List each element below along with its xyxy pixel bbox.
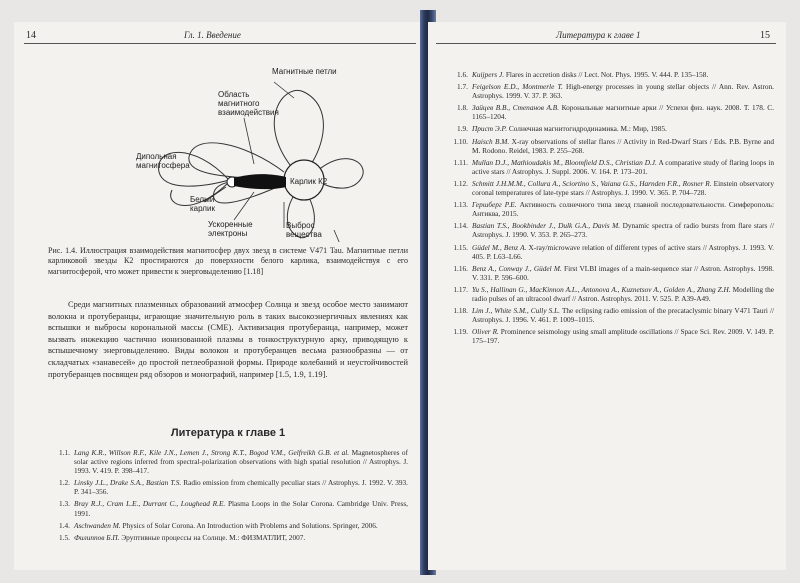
figure-svg	[134, 52, 364, 242]
label-electrons-1: Ускоренные	[208, 220, 253, 229]
reference-item: 1.17. Yu S., Hallinan G., MacKinnon A.L., Antonova A., Kuznetsov A., Golden A., Zhang Z.H. Modelling the radio pulses of an ultracool dwarf // Astron. Astrophys. 2011. V. 525. P. A39-A49.	[453, 284, 774, 303]
section-title: Литература к главе 1	[170, 427, 286, 439]
reference-item: 1.16. Benz A., Conway J., Güdel M. First VLBI images of a main-sequence star // Astron. Astrophys. 1998. V. 331. P. 596–600.	[453, 263, 774, 282]
label-red-dwarf: Карлик К2	[290, 177, 328, 186]
loop-top	[274, 90, 323, 170]
label-dipole-1: Дипольная	[136, 152, 177, 161]
label-white-dwarf-2: карлик	[190, 204, 215, 213]
page-number: 14	[26, 30, 36, 41]
reference-item: 1.14. Bastian T.S., Bookbinder J., Dulk G.A., Davis M. Dynamic spectra of radio bursts from flare stars // Astrophys. J. 1990. V. 353. P. 265–273.	[453, 221, 774, 240]
label-interaction-2: магнитного	[218, 99, 260, 108]
page-number: 15	[760, 30, 770, 41]
reference-item: 1.6. Kuijpers J. Flares in accretion disks // Lect. Not. Phys. 1995. V. 444. P. 135–158.	[457, 70, 709, 79]
reference-item: 1.12. Schmitt J.H.M.M., Collura A., Sciortino S., Vaiana G.S., Harnden F.R., Rosner R. Einstein observatory coronal temperatures of late-type stars // Astrophys. J. 1990. V. 365. P. 704–728.	[453, 178, 775, 198]
left-page	[14, 22, 426, 570]
reference-list-right	[446, 70, 774, 348]
reference-item: 1.7. Feigelson E.D., Montmerle T. High-energy processes in young stellar objects // Ann. Rev. Astron. Astrophys. 1999. V. 37. P. 363.	[457, 82, 775, 101]
reference-item: 1.4. Aschwanden M. Physics of Solar Corona. An Introduction with Problems and Solutions. Springer, 2006.	[59, 520, 378, 530]
caption-text: Иллюстрация взаимодействия магнитосфер двух звезд в системе V471 Tau. Магнитные петли карликовой звезды К2 простираются до поверхности белого карлика, взаимодействуя с его магнитосферой, что может привести к энерговыделению [1.18]	[48, 246, 409, 276]
label-ejection-1: Выброс	[286, 221, 315, 230]
figure-caption	[48, 246, 408, 277]
reference-item: 1.18. Lim J., White S.M., Cully S.L. The eclipsing radio emission of the precataclysmic binary V471 Tauri // Astrophys. J. 1996. V. 461. P. 1009–1015.	[453, 306, 775, 325]
loop-left-upper	[189, 143, 284, 180]
header-rule	[436, 43, 776, 44]
body-paragraph: Среди магнитных плазменных образований атмосфер Солнца и звезд особое место занимают волокна и протуберанцы, играющие значительную роль в таких высокоэнергичных явлениях как вспышки и выбросы корональной массы (СМЕ). Активизация протуберанца, например, может вызвать инжекцию частично ионизованной плазмы в тонкоструктурную аркy, приводящую к вспышечному энерговыделению. Виды волокон и протуберанцев весьма разнообразны — от складчатых «занавесей» до простой петлеобразной формы. Природе колебаний и неустойчивостей протуберанцев посвящен ряд обзоров и монографий, например [1.5, 1.9, 1.19].	[48, 300, 408, 379]
running-head: Гл. 1. Введение	[184, 30, 241, 40]
interaction-stream	[234, 174, 286, 189]
reference-item: 1.11. Mullan D.J., Mathioudakis M., Bloomfield D.S., Christian D.J. A comparative study of flaring loops in active stars // Astrophys. J. Suppl. 2006. V. 164. P. 173–201.	[453, 157, 775, 176]
reference-item: 1.10. Haisch B.M. X-ray observations of stellar flares // Activity in Red-Dwarf Stars / Eds. P.B. Byrne and M. Rodono. Reidel, 1983. P. 255–268.	[453, 136, 775, 155]
reference-item: 1.8. Зайцев В.В., Степанов А.В. Корональные магнитные арки // Успехи физ. наук. 2008. Т. 178. С. 1165–1204.	[457, 103, 774, 122]
reference-item: 1.1. Lang K.R., Willson R.F., Kile J.N., Lemen J., Strong K.T., Bogod V.M., Gelfreikh G.B. et al. Magnetospheres of solar active regions inferred from spectral-polarization observations with high spatial resolution // Astrophys. J. 1993. V. 419. P. 398–417.	[59, 448, 408, 476]
reference-item: 1.13. Гершберг Р.Е. Активность солнечного типа звезд главной последовательности. Симферополь: Антиква, 2015.	[453, 200, 774, 219]
figure-binary-star	[134, 52, 364, 272]
label-dipole-2: магнитосфера	[136, 161, 190, 170]
caption-label: Рис. 1.4.	[48, 246, 78, 255]
running-head: Литература к главе 1	[556, 30, 641, 40]
right-page	[428, 22, 786, 570]
header-rule	[24, 43, 416, 44]
label-interaction-1: Область	[218, 90, 250, 99]
reference-item: 1.19. Oliver R. Prominence seismology using small amplitude oscillations // Space Sci. Rev. 2009. V. 149. P. 175–197.	[453, 327, 774, 346]
label-ejection-2: вещества	[286, 230, 322, 239]
label-electrons-2: электроны	[208, 229, 248, 238]
label-magnetic-loops: Магнитные петли	[272, 67, 337, 76]
reference-item: 1.5. Филиппов Б.П. Эруптивные процессы на Солнце. М.: ФИЗМАТЛИТ, 2007.	[59, 532, 306, 542]
reference-item: 1.9. Прист Э.Р. Солнечная магнитогидродинамика. М.: Мир, 1985.	[457, 124, 667, 134]
reference-item: 1.15. Güdel M., Benz A. X-ray/microwave relation of different types of active stars // Astrophys. J. 1993. V. 405. P. L63–L66.	[453, 242, 774, 261]
reference-item: 1.2. Linsky J.L., Drake S.A., Bastian T.S. Radio emission from chemically peculiar stars // Astrophys. J. 1992. V. 393. P. 341–356.	[59, 478, 408, 497]
reference-item: 1.3. Bray R.J., Cram L.E., Durrant C., Loughead R.E. Plasma Loops in the Solar Corona. Cambridge Univ. Press, 1991.	[59, 499, 408, 518]
label-interaction-3: взаимодействия	[218, 108, 279, 117]
reference-list-left	[48, 448, 408, 545]
label-white-dwarf-1: Белый	[190, 195, 215, 204]
